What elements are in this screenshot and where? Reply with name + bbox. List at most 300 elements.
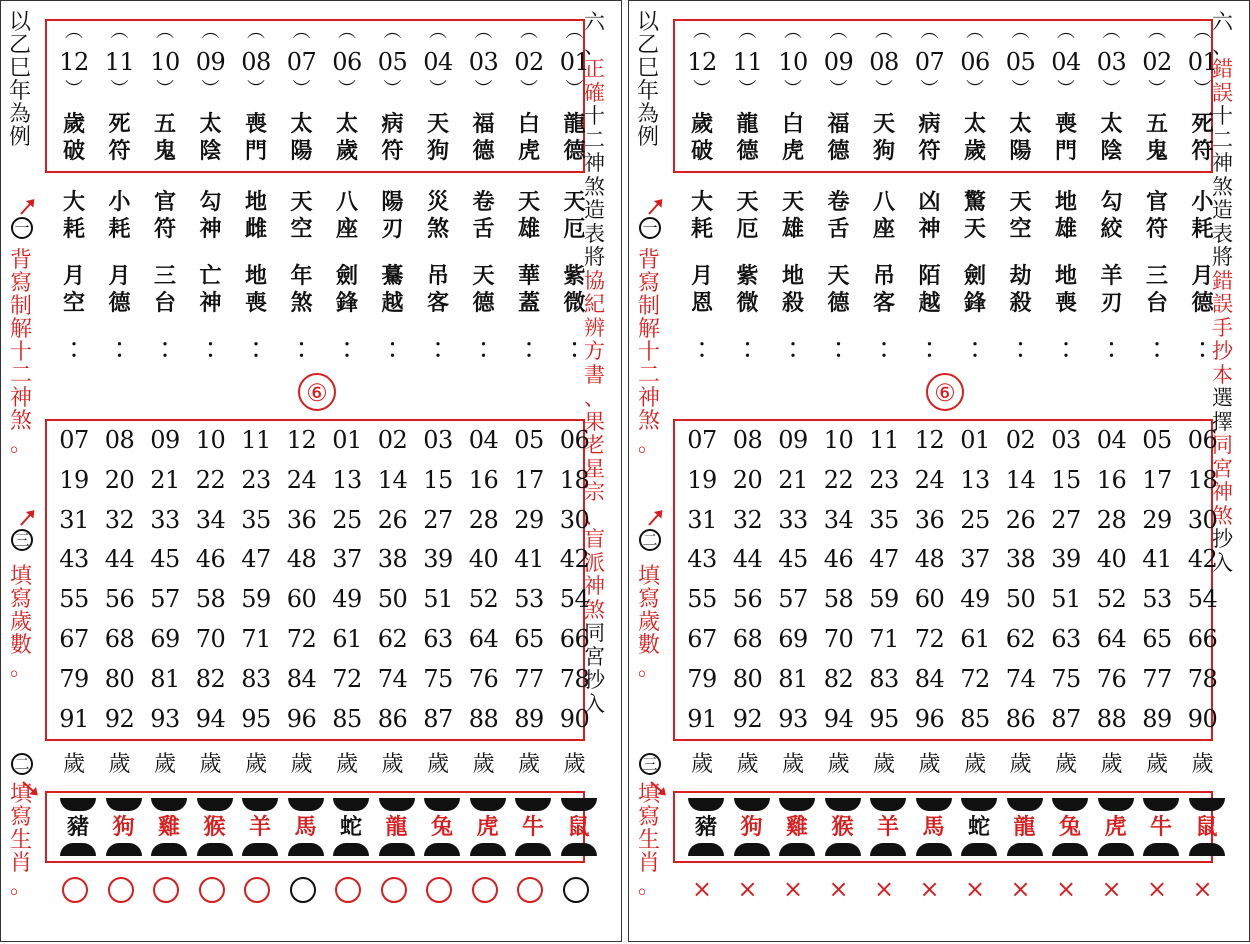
- age-cell: 86: [1005, 704, 1036, 733]
- age-cell: 67: [687, 625, 717, 653]
- top-god-char: 白: [518, 111, 541, 137]
- top-god-char: 喪: [1055, 111, 1078, 137]
- top-god-char: 陰: [1100, 138, 1123, 164]
- step-one-note-char: 神: [638, 386, 661, 411]
- god-row2-char: 殺: [782, 290, 805, 316]
- colon-dots: ︰: [873, 338, 896, 364]
- title-char: 將: [1212, 245, 1233, 269]
- title-char: 確: [584, 80, 605, 105]
- colon-dots: ︰: [199, 338, 222, 364]
- age-cell: 29: [1142, 505, 1172, 534]
- pointer-arrow: [20, 200, 34, 215]
- result-circle-mark: [472, 877, 498, 903]
- sui-label: 歲: [827, 752, 850, 777]
- title-char: 書: [584, 362, 605, 387]
- zodiac-cell: [916, 798, 952, 856]
- sui-label: 歲: [472, 752, 495, 777]
- god-row1-char: 雄: [518, 216, 541, 242]
- age-cell: 82: [823, 664, 854, 693]
- top-god-char: 五: [154, 111, 177, 137]
- result-circle-mark: [153, 877, 179, 903]
- god-row2-char: 客: [873, 290, 896, 316]
- stem-number: 11: [104, 48, 135, 76]
- age-cell: 81: [150, 664, 180, 693]
- age-cell: 58: [823, 585, 854, 614]
- top-god-char: 德: [563, 138, 586, 164]
- age-cell: 71: [869, 625, 899, 653]
- paren-open: ︵: [110, 21, 129, 42]
- age-cell: 77: [1142, 664, 1172, 693]
- age-cell: 82: [195, 664, 226, 693]
- god-row1-char: 天: [782, 189, 805, 215]
- paren-open: ︵: [1102, 21, 1121, 42]
- paren-open: ︵: [383, 21, 402, 42]
- god-row2-char: 驀: [381, 263, 404, 289]
- example-year-char: 為: [9, 102, 32, 127]
- example-year-char: 以: [637, 10, 660, 35]
- age-cell: 55: [687, 585, 717, 614]
- wrong-x-mark: ×: [1010, 875, 1031, 903]
- age-cell: 95: [241, 704, 271, 733]
- bracket-top: [1052, 798, 1088, 811]
- title-char: 宮: [584, 644, 605, 669]
- age-cell: 63: [1051, 625, 1081, 653]
- wrong-x-mark: ×: [691, 875, 713, 903]
- title-char: 、: [584, 386, 605, 410]
- paren-close: ︶: [784, 79, 802, 100]
- age-cell: 88: [468, 704, 499, 733]
- step-one-note-char: 解: [638, 317, 661, 342]
- zodiac-box: [45, 791, 590, 863]
- wrong-x-mark: ×: [873, 875, 895, 903]
- step-one-note-char: 煞: [638, 409, 661, 434]
- age-cell: 25: [960, 505, 990, 534]
- zodiac-cell: [779, 798, 815, 856]
- age-cell: 84: [286, 664, 317, 693]
- top-god-char: 病: [381, 111, 404, 137]
- step-two-note-char: 寫: [10, 805, 33, 830]
- bracket-bottom: [734, 843, 770, 856]
- god-row1-char: 八: [873, 189, 896, 215]
- result-circle-mark: [62, 877, 88, 903]
- god-row1-char: 雌: [245, 216, 268, 242]
- age-cell: 49: [960, 585, 990, 614]
- step-one-note-char: 背: [10, 248, 33, 273]
- zodiac-animal: 猴: [203, 814, 226, 840]
- step-one-mark: 一: [639, 217, 661, 239]
- title-char: 抄: [1212, 527, 1233, 551]
- age-cell: 78: [559, 664, 590, 693]
- paren-open: ︵: [1011, 21, 1030, 42]
- age-cell: 12: [914, 426, 945, 454]
- zodiac-cell: [151, 798, 187, 856]
- step-three-note-char: 寫: [638, 587, 661, 612]
- god-row1-char: 小: [108, 189, 131, 215]
- bracket-bottom: [515, 843, 551, 856]
- top-god-char: 虎: [782, 138, 805, 164]
- bracket-top: [1143, 798, 1179, 811]
- sui-label: 歲: [1100, 752, 1123, 777]
- sui-label: 歲: [691, 752, 714, 777]
- bracket-top: [870, 798, 906, 811]
- example-year-label: [9, 11, 31, 149]
- wrong-x-mark: ×: [1146, 875, 1168, 903]
- zodiac-cell: [379, 798, 415, 856]
- wrong-x-mark: ×: [828, 875, 849, 903]
- age-cell: 60: [914, 585, 945, 614]
- age-cell: 38: [1005, 545, 1036, 574]
- paren-close: ︶: [920, 79, 939, 100]
- title-char: 造: [584, 198, 605, 222]
- age-cell: 45: [150, 545, 180, 574]
- age-cell: 33: [150, 505, 180, 534]
- bracket-bottom: [379, 843, 415, 856]
- top-god-char: 符: [918, 138, 941, 164]
- god-row2-char: 亡: [199, 263, 222, 289]
- top-god-char: 太: [199, 111, 222, 137]
- title-char: 六: [584, 10, 605, 34]
- pointer-arrow: [648, 511, 662, 526]
- zodiac-cell: [424, 798, 460, 856]
- age-cell: 15: [423, 465, 453, 494]
- age-cell: 18: [559, 465, 590, 494]
- age-cell: 12: [286, 426, 317, 454]
- age-cell: 72: [332, 664, 362, 693]
- age-cell: 78: [1187, 664, 1218, 693]
- bracket-bottom: [870, 843, 906, 856]
- stem-number: 12: [687, 48, 717, 76]
- step-one-note-char: 十: [10, 340, 33, 365]
- top-god-char: 白: [782, 111, 805, 137]
- top-god-char: 龍: [563, 111, 586, 137]
- top-god-char: 天: [873, 111, 896, 137]
- god-row2-char: 蓋: [518, 290, 541, 316]
- step-one-note-char: 煞: [10, 409, 33, 434]
- age-cell: 51: [423, 585, 453, 614]
- age-cell: 93: [150, 704, 180, 733]
- god-row1-char: 耗: [63, 216, 86, 242]
- paren-close: ︶: [1011, 79, 1030, 100]
- result-circle-mark: [563, 877, 589, 903]
- step-two-note-char: 。: [10, 874, 33, 899]
- step-one-note-char: 。: [638, 432, 661, 457]
- age-cell: 94: [195, 704, 226, 733]
- colon-dots: ︰: [782, 338, 805, 364]
- age-cell: 21: [150, 465, 180, 494]
- result-circle-mark: [108, 877, 134, 903]
- colon-dots: ︰: [736, 338, 759, 364]
- age-cell: 62: [377, 625, 408, 653]
- god-row1-char: 大: [63, 189, 86, 215]
- stem-number: 07: [286, 48, 317, 76]
- top-god-char: 歲: [336, 138, 359, 164]
- god-row2-char: 微: [563, 290, 586, 316]
- zodiac-animal: 蛇: [967, 814, 990, 840]
- zodiac-animal: 虎: [1104, 814, 1127, 840]
- stem-number: 12: [59, 48, 89, 76]
- god-row1-char: 災: [427, 189, 450, 215]
- age-cell: 66: [1187, 625, 1218, 653]
- god-row1-char: 刃: [381, 216, 404, 242]
- paren-open: ︵: [920, 21, 939, 42]
- sui-label: 歲: [736, 752, 759, 777]
- age-cell: 74: [377, 664, 408, 693]
- right-panel-wrong: [628, 0, 1250, 942]
- age-cell: 15: [1051, 465, 1081, 494]
- top-god-char: 鬼: [154, 138, 177, 164]
- paren-close: ︶: [829, 79, 848, 100]
- stem-number: 05: [1005, 48, 1036, 76]
- age-cell: 06: [559, 426, 590, 454]
- zodiac-cell: [1098, 798, 1134, 856]
- stem-number: 01: [1187, 48, 1218, 76]
- bracket-top: [242, 798, 278, 811]
- top-god-char: 死: [1191, 111, 1214, 137]
- sui-label: 歲: [336, 752, 359, 777]
- title-char: 手: [1212, 315, 1233, 340]
- bracket-top: [1098, 798, 1134, 811]
- sui-label: 歲: [563, 752, 586, 777]
- age-cell: 81: [778, 664, 808, 693]
- god-row2-char: 陌: [918, 263, 941, 289]
- stem-number: 02: [514, 48, 544, 76]
- pointer-arrow: [648, 200, 662, 215]
- age-cell: 85: [960, 704, 990, 733]
- age-cell: 02: [1005, 426, 1036, 454]
- title-char: 十: [584, 104, 605, 128]
- result-circle-mark: [335, 877, 361, 903]
- step-two-note-char: 肖: [638, 851, 661, 876]
- bracket-top: [561, 798, 597, 811]
- god-row1-char: 座: [873, 216, 896, 242]
- age-cell: 49: [332, 585, 362, 614]
- bracket-top: [688, 798, 724, 811]
- title-char: 誤: [1212, 80, 1233, 105]
- age-cell: 09: [778, 426, 808, 454]
- age-cell: 42: [559, 545, 590, 574]
- step-two-mark: 二: [11, 753, 33, 775]
- sui-label: 歲: [1009, 752, 1032, 777]
- step-two-note-char: 肖: [10, 851, 33, 876]
- god-row2-char: 越: [381, 290, 404, 316]
- age-cell: 31: [59, 505, 89, 534]
- zodiac-animal: 馬: [294, 814, 317, 840]
- sui-label: 歲: [1146, 752, 1169, 777]
- paren-close: ︶: [520, 79, 538, 100]
- god-row1-char: 地: [1055, 189, 1078, 215]
- paren-close: ︶: [693, 79, 711, 100]
- bracket-top: [424, 798, 460, 811]
- god-row1-char: 雄: [782, 216, 805, 242]
- sui-label: 歲: [154, 752, 177, 777]
- age-cell: 13: [960, 465, 990, 494]
- zodiac-animal: 豬: [694, 814, 717, 840]
- sui-label: 歲: [1191, 752, 1214, 777]
- age-cell: 45: [778, 545, 808, 574]
- sui-label: 歲: [427, 752, 450, 777]
- god-row1-char: 雄: [1055, 216, 1078, 242]
- god-row1-char: 座: [336, 216, 359, 242]
- top-god-char: 太: [290, 111, 313, 137]
- step-two-note-char: 生: [638, 828, 661, 853]
- colon-dots: ︰: [964, 338, 987, 364]
- bracket-top: [1007, 798, 1043, 811]
- bracket-bottom: [1189, 843, 1225, 856]
- top-god-char: 德: [472, 138, 495, 164]
- bracket-bottom: [916, 843, 952, 856]
- title-char: 表: [1212, 221, 1233, 246]
- god-row1-char: 耗: [691, 216, 714, 242]
- colon-dots: ︰: [336, 338, 359, 364]
- age-cell: 39: [1051, 545, 1081, 574]
- god-row1-char: 陽: [381, 189, 404, 215]
- example-year-char: 例: [637, 125, 660, 150]
- bracket-bottom: [825, 843, 861, 856]
- god-row1-char: 天: [563, 189, 586, 215]
- bracket-top: [60, 798, 96, 811]
- god-row2-char: 地: [245, 263, 268, 289]
- bracket-bottom: [1143, 843, 1179, 856]
- age-cell: 68: [732, 625, 763, 653]
- zodiac-animal: 牛: [1149, 814, 1172, 840]
- top-god-char: 太: [336, 111, 359, 137]
- age-cell: 59: [869, 585, 899, 614]
- age-cell: 10: [823, 426, 854, 454]
- paren-open: ︵: [875, 21, 893, 42]
- colon-dots: ︰: [1055, 338, 1078, 364]
- god-row1-char: 耗: [1191, 216, 1214, 242]
- result-circle-mark: [290, 877, 316, 903]
- god-row2-char: 紫: [563, 263, 586, 289]
- top-god-char: 門: [245, 138, 268, 164]
- paren-close: ︶: [1193, 79, 1212, 100]
- age-cell: 53: [1142, 585, 1172, 614]
- zodiac-cell: [825, 798, 861, 856]
- age-cell: 16: [468, 465, 499, 494]
- top-god-char: 德: [736, 138, 759, 164]
- god-row1-char: 空: [1009, 216, 1032, 242]
- step-one-note-char: 解: [10, 317, 33, 342]
- sui-label: 歲: [245, 752, 268, 777]
- age-cell: 33: [778, 505, 808, 534]
- sui-label: 歲: [1055, 752, 1078, 777]
- step-three-note: [638, 565, 660, 680]
- god-row2-char: 殺: [1009, 290, 1032, 316]
- god-row2-char: 德: [827, 290, 850, 316]
- age-cell: 39: [423, 545, 453, 574]
- title-char: 將: [584, 245, 605, 269]
- god-row1-char: 勾: [199, 189, 222, 215]
- bracket-bottom: [561, 843, 597, 856]
- top-god-char: 太: [1009, 111, 1032, 137]
- bracket-bottom: [688, 843, 724, 856]
- wrong-x-mark: ×: [1192, 875, 1213, 903]
- age-cell: 34: [823, 505, 854, 534]
- colon-dots: ︰: [290, 338, 313, 364]
- step-one-note: [638, 249, 660, 456]
- age-cell: 24: [286, 465, 317, 494]
- age-cell: 08: [732, 426, 763, 454]
- age-cell: 70: [195, 625, 226, 653]
- age-cell: 28: [468, 505, 499, 534]
- wrong-x-mark: ×: [964, 875, 986, 903]
- paren-close: ︶: [338, 79, 356, 100]
- god-row2-char: 吊: [427, 263, 450, 289]
- title-char: 錯: [1212, 57, 1233, 81]
- stem-number: 10: [778, 48, 808, 76]
- title-char: 神: [584, 574, 605, 598]
- zodiac-animal: 兔: [430, 814, 453, 840]
- example-year-char: 年: [637, 79, 660, 104]
- age-cell: 08: [104, 426, 135, 454]
- paren-open: ︵: [201, 21, 220, 42]
- top-god-char: 太: [1100, 111, 1123, 137]
- god-row1-char: 神: [199, 216, 222, 242]
- age-cell: 48: [286, 545, 317, 574]
- step-one-note-char: 制: [638, 294, 661, 319]
- title-char: 選: [1212, 386, 1233, 410]
- stem-number: 02: [1142, 48, 1172, 76]
- colon-dots: ︰: [1146, 338, 1169, 364]
- paren-open: ︵: [338, 21, 356, 42]
- age-cell: 51: [1051, 585, 1081, 614]
- stem-number: 03: [468, 48, 499, 76]
- age-cell: 29: [514, 505, 544, 534]
- paren-close: ︶: [565, 79, 584, 100]
- god-row2-char: 神: [199, 290, 222, 316]
- age-cell: 19: [59, 465, 89, 494]
- colon-dots: ︰: [691, 338, 714, 364]
- age-cell: 30: [559, 505, 590, 534]
- stem-number: 05: [377, 48, 408, 76]
- god-row2-char: 年: [290, 263, 313, 289]
- title-char: 協: [584, 268, 605, 293]
- age-cell: 89: [514, 704, 544, 733]
- age-cell: 75: [423, 664, 453, 693]
- colon-dots: ︰: [108, 338, 131, 364]
- age-cell: 76: [468, 664, 499, 693]
- step-three-note: [10, 565, 32, 680]
- title-char: 派: [584, 550, 605, 575]
- age-cell: 41: [1142, 545, 1172, 574]
- god-row2-char: 煞: [290, 290, 313, 316]
- step-one-note-char: 。: [10, 432, 33, 457]
- title-char: 盲: [584, 527, 605, 551]
- god-row1-char: 絞: [1100, 216, 1123, 242]
- age-cell: 31: [687, 505, 717, 534]
- stem-number: 01: [559, 48, 590, 76]
- age-cell: 14: [377, 465, 408, 494]
- paren-close: ︶: [156, 79, 174, 100]
- top-god-char: 德: [827, 138, 850, 164]
- age-cell: 26: [377, 505, 408, 534]
- step-three-note-char: 數: [10, 633, 33, 658]
- step-one-note-char: 神: [10, 386, 33, 411]
- bracket-top: [779, 798, 815, 811]
- top-god-char: 龍: [736, 111, 759, 137]
- example-year-label: [637, 11, 659, 149]
- age-cell: 32: [732, 505, 763, 534]
- age-cell: 80: [732, 664, 763, 693]
- bracket-top: [197, 798, 233, 811]
- god-row2-char: 吊: [873, 263, 896, 289]
- title-char: 造: [1212, 198, 1233, 222]
- god-row2-char: 劫: [1009, 263, 1032, 289]
- god-row1-char: 空: [290, 216, 313, 242]
- age-cell: 56: [732, 585, 763, 614]
- stem-number: 08: [241, 48, 271, 76]
- god-row1-char: 耗: [108, 216, 131, 242]
